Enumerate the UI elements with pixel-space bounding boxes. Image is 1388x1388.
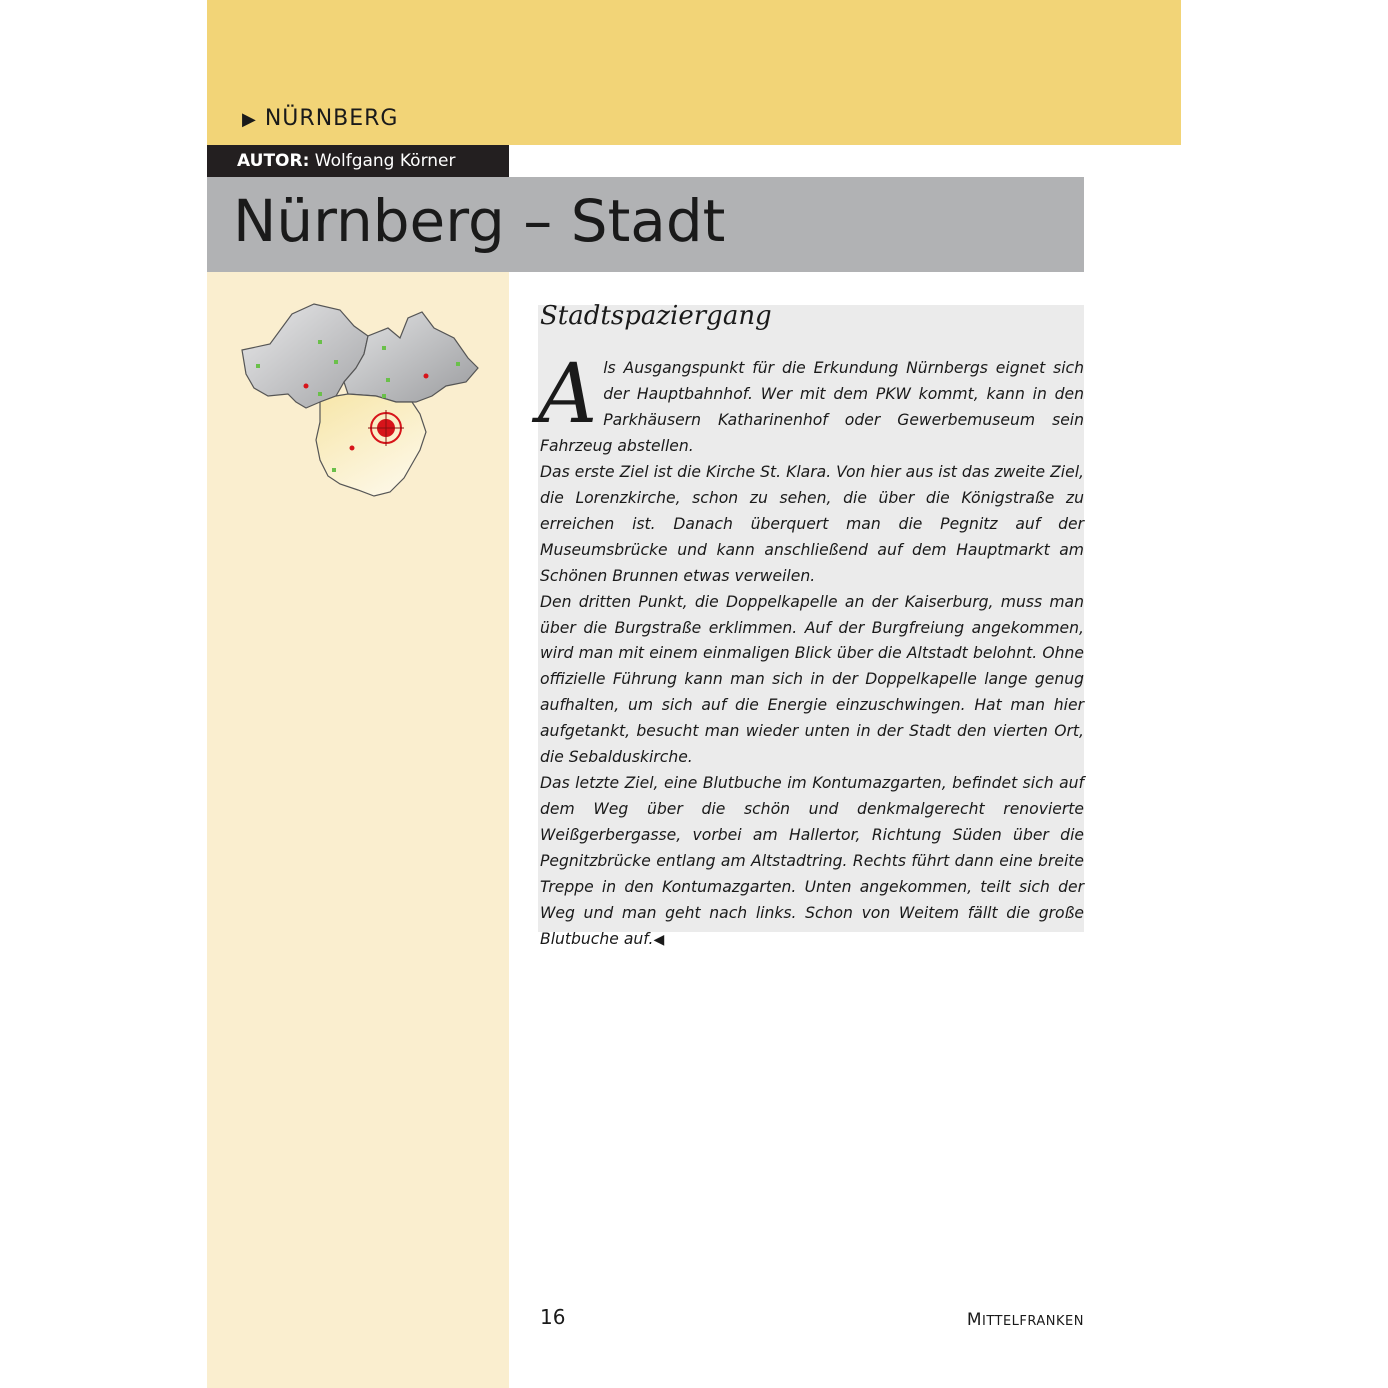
footer-region-label: MITTELFRANKEN [966,1310,1084,1330]
drop-cap: A [538,347,598,442]
author-name: Wolfgang Körner [314,151,456,171]
paragraph-1: Als Ausgangspunkt für die Erkundung Nürnbergs eignet sich der Hauptbahnhof. Wer mit dem PKW kommt, kann in den Parkhäusern Katharinenhof oder Gewerbemuseum sein Fahrzeug abstellen. [538,347,1084,455]
paragraph-4: Das letzte Ziel, eine Blutbuche im Kontumazgarten, befindet sich auf dem Weg über die schön und denkmalgerecht renovierte Weißgerbergasse, vorbei am Hallertor, Richtung Süden über die Pegnitzbrücke entlang am Altstadtring. Rechts führt dann eine breite Treppe in den Kontumazgarten. Unten angekommen, teilt sich der Weg und man geht nach links. Schon von Weitem fällt die große Blutbuche auf.◀ [540,774,1084,948]
page-title: Nürnberg – Stadt [233,187,726,255]
map-district-nuernberg [316,394,426,496]
author-bar [207,145,509,177]
map-district-east [344,312,478,402]
article-body [538,347,1084,954]
triangle-right-icon: ▶ [242,109,257,130]
title-band [207,177,1084,272]
paragraph-3: Den dritten Punkt, die Doppelkapelle an der Kaiserburg, muss man über die Burgstraße erklimmen. Auf der Burgfreiung angekommen, wird man mit einem einmaligen Blick über die Altstadt belohnt. Ohne offizielle Führung kann man sich in der Doppelkapelle lange genug aufhalten, um sich auf die Energie einzuschwingen. Hat man hier aufgetankt, besucht man wieder unten in der Stadt den vierten Ort, die Sebalduskirche. [540,592,1084,767]
region-map [236,298,486,502]
region-label: NÜRNBERG [264,106,399,131]
paragraph-2: Das erste Ziel ist die Kirche St. Klara. Von hier aus ist das zweite Ziel, die Lorenzkirche, schon zu sehen, die über die Königstraße zu erreichen ist. Danach überquert man die Pegnitz auf der Museumsbrücke und kann anschließend auf dem Hauptmarkt am Schönen Brunnen etwas verweilen. [540,462,1084,585]
author-label: AUTOR: [237,151,310,171]
article-heading: Stadtspaziergang [540,301,772,331]
article-box [538,301,1084,948]
region-heading [242,106,398,131]
triangle-left-icon: ◀ [653,931,665,948]
page-number: 16 [540,1305,566,1329]
